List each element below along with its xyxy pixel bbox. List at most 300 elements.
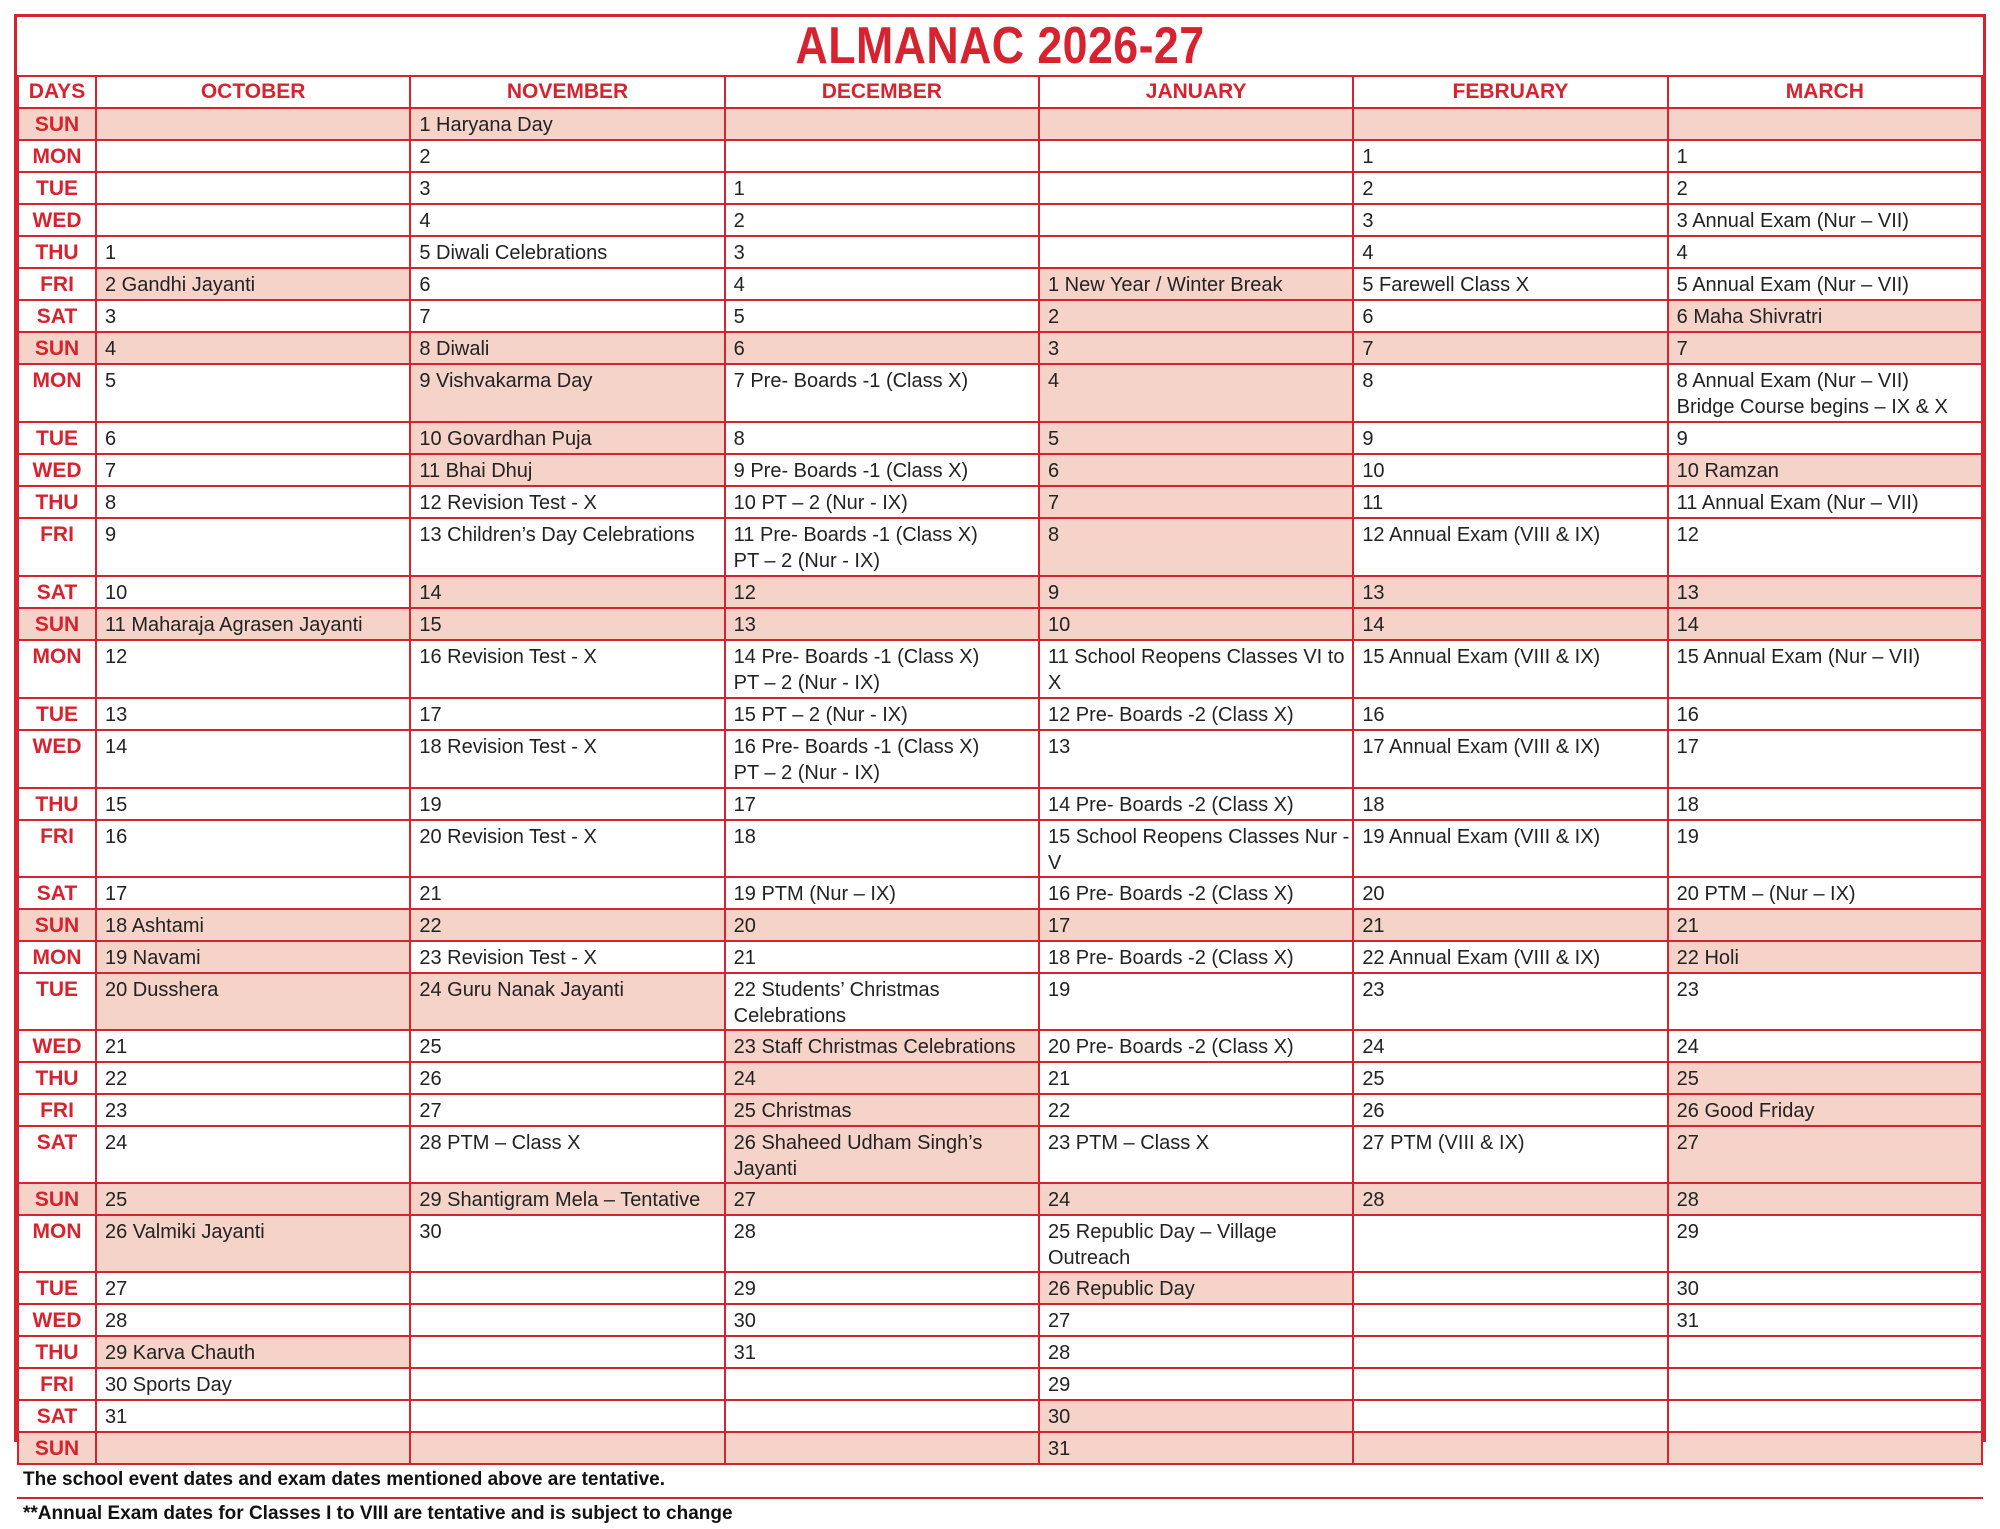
calendar-row — [18, 877, 1982, 909]
cell-november: 3 — [410, 172, 724, 204]
calendar-row — [18, 364, 1982, 422]
cell-october: 6 — [96, 422, 410, 454]
weekday-label: SAT — [18, 1126, 96, 1183]
cell-december: 16 Pre- Boards -1 (Class X) PT – 2 (Nur - IX) — [725, 730, 1039, 788]
cell-february: 22 Annual Exam (VIII & IX) — [1353, 941, 1667, 973]
cell-march: 30 — [1668, 1272, 1982, 1304]
cell-november: 14 — [410, 576, 724, 608]
calendar-row — [18, 332, 1982, 364]
weekday-label: THU — [18, 1062, 96, 1094]
cell-december: 14 Pre- Boards -1 (Class X) PT – 2 (Nur - IX) — [725, 640, 1039, 698]
cell-february: 16 — [1353, 698, 1667, 730]
notes — [17, 1465, 1983, 1529]
cell-february: 9 — [1353, 422, 1667, 454]
cell-october: 7 — [96, 454, 410, 486]
cell-january: 15 School Reopens Classes Nur -V — [1039, 820, 1353, 877]
weekday-label: SUN — [18, 108, 96, 140]
cell-january: 25 Republic Day – Village Outreach — [1039, 1215, 1353, 1272]
cell-march: 14 — [1668, 608, 1982, 640]
cell-december — [725, 1432, 1039, 1464]
cell-march: 10 Ramzan — [1668, 454, 1982, 486]
cell-december: 5 — [725, 300, 1039, 332]
calendar-row — [18, 518, 1982, 576]
cell-january: 6 — [1039, 454, 1353, 486]
cell-january: 27 — [1039, 1304, 1353, 1336]
column-header-days: DAYS — [18, 76, 96, 108]
cell-december: 4 — [725, 268, 1039, 300]
cell-march: 2 — [1668, 172, 1982, 204]
cell-october: 31 — [96, 1400, 410, 1432]
cell-october: 14 — [96, 730, 410, 788]
cell-january: 17 — [1039, 909, 1353, 941]
calendar-row — [18, 1126, 1982, 1183]
cell-march: 8 Annual Exam (Nur – VII) Bridge Course begins – IX & X — [1668, 364, 1982, 422]
cell-february: 26 — [1353, 1094, 1667, 1126]
cell-november — [410, 1368, 724, 1400]
cell-december: 22 Students’ Christmas Celebrations — [725, 973, 1039, 1030]
cell-october: 2 Gandhi Jayanti — [96, 268, 410, 300]
cell-november: 19 — [410, 788, 724, 820]
cell-december: 11 Pre- Boards -1 (Class X) PT – 2 (Nur - IX) — [725, 518, 1039, 576]
cell-february — [1353, 108, 1667, 140]
cell-march: 15 Annual Exam (Nur – VII) — [1668, 640, 1982, 698]
cell-december: 7 Pre- Boards -1 (Class X) — [725, 364, 1039, 422]
weekday-label: FRI — [18, 820, 96, 877]
cell-january: 5 — [1039, 422, 1353, 454]
weekday-label: TUE — [18, 973, 96, 1030]
cell-february: 27 PTM (VIII & IX) — [1353, 1126, 1667, 1183]
cell-january — [1039, 140, 1353, 172]
cell-march: 6 Maha Shivratri — [1668, 300, 1982, 332]
weekday-label: SUN — [18, 608, 96, 640]
cell-november: 27 — [410, 1094, 724, 1126]
cell-march: 12 — [1668, 518, 1982, 576]
cell-march: 27 — [1668, 1126, 1982, 1183]
cell-march: 29 — [1668, 1215, 1982, 1272]
cell-october: 28 — [96, 1304, 410, 1336]
cell-october — [96, 172, 410, 204]
cell-october: 12 — [96, 640, 410, 698]
cell-january: 23 PTM – Class X — [1039, 1126, 1353, 1183]
cell-october: 26 Valmiki Jayanti — [96, 1215, 410, 1272]
almanac-table — [17, 75, 1983, 1465]
cell-january: 28 — [1039, 1336, 1353, 1368]
calendar-row — [18, 422, 1982, 454]
cell-december: 29 — [725, 1272, 1039, 1304]
calendar-row — [18, 788, 1982, 820]
weekday-label: MON — [18, 1215, 96, 1272]
cell-march: 5 Annual Exam (Nur – VII) — [1668, 268, 1982, 300]
weekday-label: THU — [18, 788, 96, 820]
cell-march: 18 — [1668, 788, 1982, 820]
weekday-label: TUE — [18, 1272, 96, 1304]
weekday-label: TUE — [18, 172, 96, 204]
cell-december: 26 Shaheed Udham Singh’s Jayanti — [725, 1126, 1039, 1183]
cell-january: 14 Pre- Boards -2 (Class X) — [1039, 788, 1353, 820]
cell-october: 24 — [96, 1126, 410, 1183]
cell-november: 1 Haryana Day — [410, 108, 724, 140]
cell-january — [1039, 108, 1353, 140]
cell-february: 7 — [1353, 332, 1667, 364]
cell-january — [1039, 204, 1353, 236]
cell-december: 12 — [725, 576, 1039, 608]
calendar-row — [18, 486, 1982, 518]
cell-march — [1668, 108, 1982, 140]
cell-november: 13 Children’s Day Celebrations — [410, 518, 724, 576]
cell-january: 31 — [1039, 1432, 1353, 1464]
cell-february: 2 — [1353, 172, 1667, 204]
cell-february: 1 — [1353, 140, 1667, 172]
calendar-row — [18, 1062, 1982, 1094]
column-header-december: DECEMBER — [725, 76, 1039, 108]
calendar-row — [18, 268, 1982, 300]
calendar-row — [18, 608, 1982, 640]
calendar-row — [18, 236, 1982, 268]
cell-january: 26 Republic Day — [1039, 1272, 1353, 1304]
cell-february — [1353, 1215, 1667, 1272]
cell-october: 22 — [96, 1062, 410, 1094]
cell-november — [410, 1432, 724, 1464]
calendar-row — [18, 140, 1982, 172]
cell-january: 10 — [1039, 608, 1353, 640]
cell-november: 17 — [410, 698, 724, 730]
calendar-row — [18, 300, 1982, 332]
cell-december: 9 Pre- Boards -1 (Class X) — [725, 454, 1039, 486]
cell-february — [1353, 1368, 1667, 1400]
cell-october: 4 — [96, 332, 410, 364]
weekday-label: SUN — [18, 1432, 96, 1464]
cell-december: 21 — [725, 941, 1039, 973]
cell-november: 9 Vishvakarma Day — [410, 364, 724, 422]
cell-february — [1353, 1304, 1667, 1336]
cell-november: 21 — [410, 877, 724, 909]
cell-march: 20 PTM – (Nur – IX) — [1668, 877, 1982, 909]
calendar-row — [18, 1368, 1982, 1400]
cell-february — [1353, 1336, 1667, 1368]
cell-december — [725, 1400, 1039, 1432]
calendar-row — [18, 1400, 1982, 1432]
cell-october: 21 — [96, 1030, 410, 1062]
cell-february: 23 — [1353, 973, 1667, 1030]
cell-october: 5 — [96, 364, 410, 422]
cell-november — [410, 1304, 724, 1336]
weekday-label: TUE — [18, 698, 96, 730]
column-header-march: MARCH — [1668, 76, 1982, 108]
cell-february: 13 — [1353, 576, 1667, 608]
cell-march: 4 — [1668, 236, 1982, 268]
cell-february: 18 — [1353, 788, 1667, 820]
cell-october: 3 — [96, 300, 410, 332]
cell-december: 10 PT – 2 (Nur - IX) — [725, 486, 1039, 518]
cell-february: 21 — [1353, 909, 1667, 941]
weekday-label: SUN — [18, 1183, 96, 1215]
cell-october: 13 — [96, 698, 410, 730]
cell-november: 5 Diwali Celebrations — [410, 236, 724, 268]
cell-november: 29 Shantigram Mela – Tentative — [410, 1183, 724, 1215]
weekday-label: SUN — [18, 332, 96, 364]
cell-december: 30 — [725, 1304, 1039, 1336]
cell-january: 7 — [1039, 486, 1353, 518]
cell-december: 20 — [725, 909, 1039, 941]
cell-november: 7 — [410, 300, 724, 332]
cell-february: 19 Annual Exam (VIII & IX) — [1353, 820, 1667, 877]
calendar-row — [18, 1304, 1982, 1336]
cell-october: 10 — [96, 576, 410, 608]
cell-november: 11 Bhai Dhuj — [410, 454, 724, 486]
cell-november: 25 — [410, 1030, 724, 1062]
calendar-row — [18, 909, 1982, 941]
cell-march: 9 — [1668, 422, 1982, 454]
weekday-label: WED — [18, 454, 96, 486]
cell-february — [1353, 1272, 1667, 1304]
cell-november — [410, 1400, 724, 1432]
cell-january: 13 — [1039, 730, 1353, 788]
cell-january: 30 — [1039, 1400, 1353, 1432]
page-title: ALMANAC 2026-27 — [795, 17, 1205, 75]
weekday-label: SAT — [18, 1400, 96, 1432]
calendar-row — [18, 576, 1982, 608]
almanac-sheet — [14, 14, 1986, 1524]
cell-march: 24 — [1668, 1030, 1982, 1062]
cell-december: 13 — [725, 608, 1039, 640]
cell-december: 17 — [725, 788, 1039, 820]
cell-january: 8 — [1039, 518, 1353, 576]
cell-february: 8 — [1353, 364, 1667, 422]
header-row — [18, 76, 1982, 108]
column-header-october: OCTOBER — [96, 76, 410, 108]
cell-january: 24 — [1039, 1183, 1353, 1215]
cell-november: 22 — [410, 909, 724, 941]
cell-october: 15 — [96, 788, 410, 820]
cell-march: 28 — [1668, 1183, 1982, 1215]
cell-january: 9 — [1039, 576, 1353, 608]
cell-january: 22 — [1039, 1094, 1353, 1126]
cell-december: 6 — [725, 332, 1039, 364]
weekday-label: TUE — [18, 422, 96, 454]
cell-december — [725, 1368, 1039, 1400]
weekday-label: SAT — [18, 300, 96, 332]
weekday-label: FRI — [18, 518, 96, 576]
cell-january: 21 — [1039, 1062, 1353, 1094]
note-annual-exam: **Annual Exam dates for Classes I to VIII are tentative and is subject to change — [17, 1497, 1983, 1529]
column-header-january: JANUARY — [1039, 76, 1353, 108]
cell-february: 24 — [1353, 1030, 1667, 1062]
cell-october: 11 Maharaja Agrasen Jayanti — [96, 608, 410, 640]
cell-january — [1039, 172, 1353, 204]
weekday-label: FRI — [18, 1094, 96, 1126]
cell-february: 14 — [1353, 608, 1667, 640]
cell-february: 20 — [1353, 877, 1667, 909]
cell-october — [96, 108, 410, 140]
weekday-label: THU — [18, 236, 96, 268]
column-header-february: FEBRUARY — [1353, 76, 1667, 108]
cell-november: 28 PTM – Class X — [410, 1126, 724, 1183]
cell-october: 18 Ashtami — [96, 909, 410, 941]
cell-november: 20 Revision Test - X — [410, 820, 724, 877]
cell-march: 13 — [1668, 576, 1982, 608]
cell-december: 23 Staff Christmas Celebrations — [725, 1030, 1039, 1062]
calendar-row — [18, 941, 1982, 973]
cell-march: 11 Annual Exam (Nur – VII) — [1668, 486, 1982, 518]
weekday-label: SAT — [18, 576, 96, 608]
weekday-label: FRI — [18, 1368, 96, 1400]
almanac-body — [18, 108, 1982, 1464]
cell-february — [1353, 1400, 1667, 1432]
cell-december: 27 — [725, 1183, 1039, 1215]
cell-february — [1353, 1432, 1667, 1464]
cell-march: 21 — [1668, 909, 1982, 941]
cell-march — [1668, 1400, 1982, 1432]
cell-november — [410, 1272, 724, 1304]
weekday-label: WED — [18, 730, 96, 788]
cell-february: 25 — [1353, 1062, 1667, 1094]
cell-november — [410, 1336, 724, 1368]
cell-october: 8 — [96, 486, 410, 518]
weekday-label: SAT — [18, 877, 96, 909]
cell-october: 30 Sports Day — [96, 1368, 410, 1400]
cell-november: 10 Govardhan Puja — [410, 422, 724, 454]
cell-december — [725, 108, 1039, 140]
cell-october: 19 Navami — [96, 941, 410, 973]
cell-february: 3 — [1353, 204, 1667, 236]
cell-february: 17 Annual Exam (VIII & IX) — [1353, 730, 1667, 788]
cell-december: 28 — [725, 1215, 1039, 1272]
weekday-label: THU — [18, 1336, 96, 1368]
calendar-row — [18, 108, 1982, 140]
calendar-row — [18, 1215, 1982, 1272]
weekday-label: MON — [18, 941, 96, 973]
cell-march: 31 — [1668, 1304, 1982, 1336]
cell-january: 4 — [1039, 364, 1353, 422]
cell-march — [1668, 1336, 1982, 1368]
calendar-row — [18, 204, 1982, 236]
cell-october: 27 — [96, 1272, 410, 1304]
calendar-row — [18, 640, 1982, 698]
cell-december: 31 — [725, 1336, 1039, 1368]
cell-november: 16 Revision Test - X — [410, 640, 724, 698]
cell-march: 1 — [1668, 140, 1982, 172]
calendar-row — [18, 1094, 1982, 1126]
cell-december: 18 — [725, 820, 1039, 877]
cell-february: 5 Farewell Class X — [1353, 268, 1667, 300]
cell-october: 29 Karva Chauth — [96, 1336, 410, 1368]
calendar-row — [18, 973, 1982, 1030]
cell-february: 11 — [1353, 486, 1667, 518]
cell-november: 30 — [410, 1215, 724, 1272]
cell-february: 6 — [1353, 300, 1667, 332]
cell-october: 20 Dusshera — [96, 973, 410, 1030]
cell-march: 3 Annual Exam (Nur – VII) — [1668, 204, 1982, 236]
column-header-november: NOVEMBER — [410, 76, 724, 108]
cell-november: 8 Diwali — [410, 332, 724, 364]
cell-october: 25 — [96, 1183, 410, 1215]
cell-december: 2 — [725, 204, 1039, 236]
cell-march: 25 — [1668, 1062, 1982, 1094]
calendar-row — [18, 730, 1982, 788]
cell-january: 12 Pre- Boards -2 (Class X) — [1039, 698, 1353, 730]
cell-october: 1 — [96, 236, 410, 268]
cell-january: 29 — [1039, 1368, 1353, 1400]
calendar-row — [18, 820, 1982, 877]
calendar-row — [18, 1183, 1982, 1215]
weekday-label: WED — [18, 204, 96, 236]
weekday-label: SUN — [18, 909, 96, 941]
cell-january — [1039, 236, 1353, 268]
cell-december — [725, 140, 1039, 172]
cell-november: 15 — [410, 608, 724, 640]
cell-november: 2 — [410, 140, 724, 172]
weekday-label: MON — [18, 140, 96, 172]
cell-march: 22 Holi — [1668, 941, 1982, 973]
cell-march — [1668, 1432, 1982, 1464]
cell-october: 17 — [96, 877, 410, 909]
cell-march: 23 — [1668, 973, 1982, 1030]
calendar-row — [18, 1030, 1982, 1062]
cell-march: 16 — [1668, 698, 1982, 730]
cell-november: 12 Revision Test - X — [410, 486, 724, 518]
weekday-label: MON — [18, 364, 96, 422]
cell-march: 26 Good Friday — [1668, 1094, 1982, 1126]
calendar-row — [18, 1336, 1982, 1368]
cell-january: 19 — [1039, 973, 1353, 1030]
cell-november: 26 — [410, 1062, 724, 1094]
cell-october: 16 — [96, 820, 410, 877]
cell-december: 24 — [725, 1062, 1039, 1094]
weekday-label: WED — [18, 1030, 96, 1062]
cell-january: 2 — [1039, 300, 1353, 332]
cell-january: 3 — [1039, 332, 1353, 364]
cell-november: 23 Revision Test - X — [410, 941, 724, 973]
cell-october — [96, 140, 410, 172]
cell-december: 1 — [725, 172, 1039, 204]
cell-january: 18 Pre- Boards -2 (Class X) — [1039, 941, 1353, 973]
cell-december: 3 — [725, 236, 1039, 268]
weekday-label: THU — [18, 486, 96, 518]
cell-december: 25 Christmas — [725, 1094, 1039, 1126]
calendar-row — [18, 1432, 1982, 1464]
weekday-label: MON — [18, 640, 96, 698]
cell-january: 11 School Reopens Classes VI to X — [1039, 640, 1353, 698]
cell-march: 17 — [1668, 730, 1982, 788]
cell-october — [96, 204, 410, 236]
note-tentative: The school event dates and exam dates mentioned above are tentative. — [23, 1469, 665, 1490]
cell-november: 18 Revision Test - X — [410, 730, 724, 788]
cell-february: 12 Annual Exam (VIII & IX) — [1353, 518, 1667, 576]
cell-december: 19 PTM (Nur – IX) — [725, 877, 1039, 909]
cell-october: 9 — [96, 518, 410, 576]
weekday-label: WED — [18, 1304, 96, 1336]
cell-february: 15 Annual Exam (VIII & IX) — [1353, 640, 1667, 698]
cell-october — [96, 1432, 410, 1464]
cell-december: 8 — [725, 422, 1039, 454]
cell-january: 20 Pre- Boards -2 (Class X) — [1039, 1030, 1353, 1062]
calendar-row — [18, 1272, 1982, 1304]
cell-march: 19 — [1668, 820, 1982, 877]
weekday-label: FRI — [18, 268, 96, 300]
cell-november: 6 — [410, 268, 724, 300]
cell-march: 7 — [1668, 332, 1982, 364]
calendar-row — [18, 698, 1982, 730]
calendar-row — [18, 454, 1982, 486]
cell-november: 24 Guru Nanak Jayanti — [410, 973, 724, 1030]
cell-january: 1 New Year / Winter Break — [1039, 268, 1353, 300]
cell-november: 4 — [410, 204, 724, 236]
cell-december: 15 PT – 2 (Nur - IX) — [725, 698, 1039, 730]
cell-february: 10 — [1353, 454, 1667, 486]
cell-february: 28 — [1353, 1183, 1667, 1215]
cell-february: 4 — [1353, 236, 1667, 268]
calendar-row — [18, 172, 1982, 204]
